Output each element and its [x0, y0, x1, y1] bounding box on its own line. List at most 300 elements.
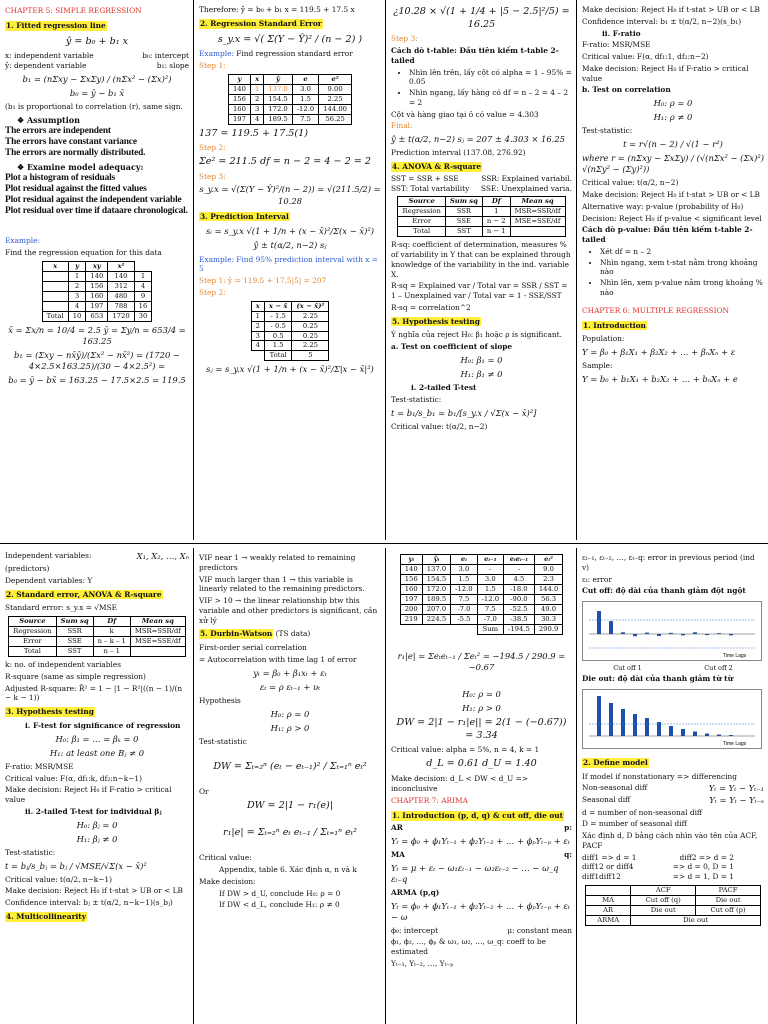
cell: 0.25 — [292, 331, 329, 341]
cell: 144.00 — [319, 104, 352, 114]
cell: MSE=SSE/df — [510, 217, 565, 227]
list-item: • Nhìn ngang, xem t-stat nằm trong khoảng nào — [600, 258, 764, 278]
ftest-title: i. F-test for significance of regression — [25, 720, 181, 730]
lagged-values: Yₜ₋₁, Yₜ₋₂, …, Yₜ₋ₚ — [391, 958, 454, 968]
seasonal-label: Seasonal diff — [582, 794, 631, 804]
cell: 4.5 — [504, 574, 535, 584]
acf-bar — [621, 709, 625, 736]
equation-y: yₜ = β₀ + β₁xₜ + εₜ — [253, 667, 327, 678]
cell: -38.5 — [504, 614, 535, 624]
cell: 1 — [251, 311, 264, 321]
confidence-interval: Confidence interval: bⱼ ± t(α/2, n−k−1)(s_bⱼ) — [5, 898, 173, 908]
fratio-decision: Make decision: Reject H₀ if F-ratio > critical value — [5, 785, 172, 805]
diff-rule: diff12 or diff4 — [582, 862, 634, 872]
table-header: Mean sq — [510, 197, 565, 207]
table-header: x² — [108, 261, 134, 271]
h1-equation: H₁: β₁ ≠ 0 — [460, 368, 503, 379]
cell: 1.5 — [264, 341, 292, 351]
indep-vars: X₁, X₂, …, Xₙ — [136, 551, 189, 561]
table-header: PACF — [696, 886, 761, 896]
cell: 3.0 — [292, 84, 318, 94]
vif-note-3: VIF > 10 → the linear relationship btw this variable and other predictors is significant, cần xử lý — [199, 596, 378, 625]
cell: - 0.5 — [264, 321, 292, 331]
cell: Total — [398, 227, 445, 237]
table-row — [9, 627, 186, 637]
cell: Cut off (p) — [696, 905, 761, 915]
table-row — [400, 594, 563, 604]
cell: 16 — [134, 301, 152, 311]
test-stat-label: Test-statistic — [199, 736, 247, 746]
error-previous: εₜ₋₁, εₜ₋₂, …, εₜ₋q: error in previous period (ind v) — [582, 553, 755, 572]
equation-syx-calc: s_y.x = √(Σ(Y − Ŷ)²/(n − 2)) = √(211.5/2) = 10.28 — [199, 184, 381, 206]
equation-line: ŷ = b₀ + b₁ x — [65, 35, 129, 47]
ttable-list — [401, 68, 572, 108]
dependent-label: Dependent variables: Y — [5, 575, 93, 585]
cell: 653 — [86, 311, 108, 321]
table-row — [42, 301, 152, 311]
example-label: Example: — [199, 49, 234, 59]
table-row — [251, 321, 329, 331]
arma-label: ARMA (p,q) — [391, 887, 440, 897]
cell: Error — [398, 217, 445, 227]
std-error-formula: Standard error: s_y.x = √MSE — [5, 603, 118, 613]
equation-b0-calc: b₀ = ȳ − bx̄ = 163.25 − 17.5×2.5 = 119.5 — [8, 375, 186, 386]
cut-off-1-label: Cut off 1 — [613, 663, 642, 672]
equation-b0: b₀ = ȳ − b₁ x̄ — [69, 87, 125, 98]
cross-value: Cột và hàng giao tại ô có value = 4.303 — [391, 109, 539, 119]
cell: Error — [9, 637, 56, 647]
cell: 1 — [482, 207, 510, 217]
cell: 224.5 — [422, 614, 450, 624]
adequacy-3: Plot residual against the independent variable — [5, 194, 182, 205]
equation-means: x̄ = Σx/n = 10/4 = 2.5 ȳ = Σy/n = 653/4 = 163.25 — [8, 324, 186, 346]
anova-table — [8, 616, 186, 657]
cell: 1 — [134, 271, 152, 281]
h1-equation: H₁: ρ > 0 — [270, 722, 310, 733]
cell: n − 2 — [482, 217, 510, 227]
sst-equation: SST = SSR + SSE — [391, 173, 459, 183]
heading-std-error: 2. Regression Standard Error — [200, 18, 322, 28]
h0-equation: H₀: ρ = 0 — [653, 98, 693, 109]
decision-1: Make decision: Reject H₀ if t-stat > UB or < LB — [582, 5, 760, 14]
critical-value: Critical value: t(α/2, n−2) — [391, 421, 488, 431]
table-header: eᵢ₋₁ — [477, 555, 503, 565]
adequacy-4: Plot residual over time if dataare chronological. — [5, 205, 188, 216]
cutoff-bars — [597, 611, 733, 636]
equation-r1-calc: r₁|e| = Σeₜeₜ₋₁ / Σeₜ² = −194.5 / 290.9 = −0.67 — [397, 650, 566, 672]
fratio-critical: Critical value: F(α, df₁:k, df₂:n−k−1) — [5, 773, 142, 783]
assumption-3: The errors are normally distributed. — [5, 147, 146, 158]
cell: 219 — [400, 614, 422, 624]
list-item: • Nhìn lên trên, lấy cột có alpha = 1 – 95% = 0.05 — [409, 68, 572, 88]
population-label: Population: — [582, 334, 625, 344]
acf-bar — [609, 621, 613, 634]
cell: 137.0 — [422, 564, 450, 574]
cell — [510, 227, 565, 237]
cell: -12.0 — [451, 584, 477, 594]
make-decision-label: Make decision: — [199, 876, 256, 886]
yhat-label: ŷ: dependent variable — [5, 60, 87, 70]
cell: -7.0 — [477, 614, 503, 624]
confidence-interval: Confidence interval: b₁ ± t(α/2, n−2)(s_b₁) — [582, 16, 742, 26]
slope-test-title: a. Test on coefficient of slope — [391, 342, 513, 352]
table-header: y — [68, 261, 86, 271]
prediction-example: Example: Find 95% prediction interval with x = 5 — [199, 254, 378, 274]
cell: 200 — [400, 604, 422, 614]
k-note: k: no. of independent variables — [5, 660, 122, 670]
cell — [130, 647, 185, 657]
h0b-equation: H₀: βⱼ = 0 — [76, 819, 118, 830]
equation-substitution: 137 = 119.5 + 17.5(1) — [199, 127, 309, 139]
table-header: ŷᵢ — [422, 555, 450, 565]
equation-sse: Σe² = 211.5 df = n − 2 = 4 − 2 = 2 — [199, 155, 371, 167]
cell: 0.5 — [264, 331, 292, 341]
heading-introduction: 1. Introduction — [583, 320, 646, 330]
rsq-note: R-square (same as simple regression) — [5, 671, 146, 681]
acf-bar — [681, 729, 685, 736]
h1-equation: H₁: at least one Bⱼ ≠ 0 — [49, 747, 145, 758]
column-standard-error — [193, 0, 385, 540]
cell: 4 — [134, 281, 152, 291]
rsq-correlation: R-sq = correlation^2 — [391, 302, 471, 312]
h0-equation: H₀: β₁ = … = βₖ = 0 — [55, 733, 139, 744]
cell: k — [93, 627, 130, 637]
x-label: x: independent variable — [5, 51, 94, 61]
table-header: e² — [319, 74, 352, 84]
test-stat-label: Test-statistic: — [582, 126, 633, 136]
final-label: Final: — [391, 121, 413, 131]
heading-std-anova: 2. Standard error, ANOVA & R-square — [6, 589, 162, 599]
acf-bar — [597, 611, 601, 634]
cell: MA — [586, 895, 631, 905]
list-item: • Xét df = n – 2 — [600, 247, 764, 257]
diff-rule: => d = 0, D = 1 — [672, 862, 734, 872]
acf-bar — [609, 703, 613, 736]
or-label: Or — [199, 787, 209, 797]
heading-hypothesis: 3. Hypothesis testing — [6, 707, 94, 717]
table-header: y — [228, 74, 250, 84]
cell: 1 — [250, 84, 263, 94]
predictors-label: (predictors) — [5, 564, 50, 574]
adjusted-rsq: Adjusted R-square: R̄² = 1 − |1 − R²|((n − 1)/(n − k − 1)) — [5, 683, 183, 703]
cell: 49.0 — [534, 604, 562, 614]
table-row — [398, 217, 565, 227]
cell: 156 — [400, 574, 422, 584]
equation-si: sᵢ = s_y.x √(1 + 1/n + (x − x̄)²/Σ(x − x̄)²) — [205, 226, 374, 237]
sample-label: Sample: — [582, 361, 613, 371]
cell: AR — [586, 905, 631, 915]
diff-rule: diff2 => d = 2 — [679, 852, 734, 862]
table-header: (x − x̄)² — [292, 301, 329, 311]
cell: 154.5 — [264, 94, 292, 104]
mu-note: μ: constant mean — [507, 925, 572, 935]
cell: 2.25 — [292, 311, 329, 321]
cell: 172.0 — [422, 584, 450, 594]
cell: 56.3 — [534, 594, 562, 604]
cell: 160 — [228, 104, 250, 114]
cell: Regression — [9, 627, 56, 637]
diff-rule: diff1diff12 — [582, 872, 621, 882]
table-header — [586, 886, 631, 896]
cell: 7.5 — [477, 604, 503, 614]
assumption-1: The errors are independent — [5, 126, 111, 137]
nonseasonal-label: Non-seasonal diff — [582, 783, 648, 793]
cell: -90.0 — [504, 594, 535, 604]
h0-equation: H₀: ρ = 0 — [270, 708, 310, 719]
cell: 2.25 — [319, 94, 352, 104]
table-row — [400, 574, 563, 584]
table-row — [586, 905, 761, 915]
equation-dw-calc: DW = 2|1 − r₁|e|| = 2(1 − (−0.67)) = 3.34 — [396, 717, 567, 741]
sse-note: SSE: Unexplained varia. — [480, 183, 572, 193]
table-header: Sum sq — [56, 617, 93, 627]
cell: 7.5 — [292, 114, 318, 124]
table-header: eᵢ² — [534, 555, 562, 565]
correlation-test-title: b. Test on correlation — [582, 85, 671, 95]
table-header: Sum sq — [445, 197, 482, 207]
cell: 1720 — [108, 311, 134, 321]
table-header: xy — [86, 261, 108, 271]
table-header: eᵢ — [451, 555, 477, 565]
table-header: Df — [93, 617, 130, 627]
column-anova — [385, 0, 576, 540]
fratio-formula: F-ratio: MSR/MSE — [582, 40, 651, 50]
column-correlation-test — [576, 0, 768, 540]
cell: 197 — [228, 114, 250, 124]
equation-interval: ŷ ± t(α/2, n−2) sⱼ — [253, 240, 327, 251]
step-2-label: Step 2: — [199, 143, 226, 153]
cell: 9 — [134, 291, 152, 301]
ttest-title: i. 2-tailed T-test — [411, 383, 477, 393]
heading-multicollinearity: 4. Multicollinearity — [6, 911, 86, 921]
acf-bar — [705, 734, 709, 737]
rsq-formula: R-sq = Explained var / Total var = SSR / SST = 1 – Unexplained var / Total var = 1 - SSE/SST — [391, 281, 568, 301]
cut-off-2-label: Cut off 2 — [704, 663, 733, 672]
cell: 4 — [250, 114, 263, 124]
cell: 2 — [250, 94, 263, 104]
cell: 3 — [251, 331, 264, 341]
equation-arma: Yₜ = ϕ₀ + ϕ₁Yₜ₋₁ + ϕ₂Yₜ₋₂ + … + ϕₚYₜ₋ₚ + εₜ − ω — [391, 900, 570, 922]
cell: 137.0 — [264, 84, 292, 94]
ma-label: MA — [391, 849, 405, 859]
nonstationary-note: If model if nonstationary => differencing — [582, 771, 737, 781]
cell: Regression — [398, 207, 445, 217]
column-simple-regression — [0, 0, 193, 540]
equation-syx: s_y.x = √( Σ(Y − Ŷ)² / (n − 2) ) — [217, 33, 363, 45]
table-row — [400, 614, 563, 624]
table-header: x — [250, 74, 263, 84]
table-header: ŷ — [264, 74, 292, 84]
table-row — [400, 564, 563, 574]
table-row — [42, 281, 152, 291]
cell: 9.00 — [319, 84, 352, 94]
table-header: x — [251, 301, 264, 311]
cell: SSE — [445, 217, 482, 227]
phi0-note: ϕ₀: intercept — [391, 925, 439, 935]
table-header: Mean sq — [130, 617, 185, 627]
critical-value-label: Critical value: alpha = 5%, n = 4, k = 1 — [391, 745, 540, 755]
d-seasonal-note: D = number of seasonal diff — [582, 819, 687, 829]
cell: n – k – 1 — [93, 637, 130, 647]
decision-rule-2: If DW < d_L, conclude H₁: ρ ≠ 0 — [219, 900, 340, 910]
table-header: x − x̄ — [264, 301, 292, 311]
acf-bar — [633, 714, 637, 736]
table-header: yᵢ — [400, 555, 422, 565]
pvalue-title: Cách dò p-value: Đầu tiên kiếm t-table 2-tailed — [582, 225, 753, 245]
cutoff-title: Cut off: độ dài của thanh giảm đột ngột — [582, 586, 746, 596]
table-header: eᵢeᵢ₋₁ — [504, 555, 535, 565]
cell: 9.0 — [534, 564, 562, 574]
equation-critical: d_L = 0.61 d_U = 1.40 — [426, 758, 537, 770]
cell: 154.5 — [422, 574, 450, 584]
cell: -52.5 — [504, 604, 535, 614]
assumption-title: ❖ Assumption — [17, 114, 80, 125]
b1-label: b₁: slope — [156, 60, 189, 70]
cell: 1.5 — [477, 584, 503, 594]
equation-final: ŷ ± t(α/2, n−2) sⱼ = 207 ± 4.303 × 16.25 — [391, 134, 565, 145]
cell: 2.25 — [292, 341, 329, 351]
first-order-label: First-order serial correlation — [199, 643, 307, 653]
table-row — [251, 331, 329, 341]
equation-r1: r₁|e| = Σₜ₌₂ⁿ eₜ eₜ₋₁ / Σₜ₌₁ⁿ eₜ² — [223, 826, 357, 838]
table-row — [586, 895, 761, 905]
adequacy-1: Plot a histogram of residuals — [5, 173, 116, 184]
hypothesis-note: Ý nghĩa của reject H₀: β₁ hoặc ρ is significant. — [391, 330, 562, 340]
acf-bar — [597, 696, 601, 736]
step-3-label: Step 3: — [199, 171, 226, 181]
cell: 1.5 — [292, 94, 318, 104]
step-2b-label: Step 2: — [199, 287, 226, 297]
cell: 189.5 — [264, 114, 292, 124]
dieout-title: Die out: độ dài của thanh giảm từ từ — [582, 674, 733, 684]
example-label: Example: — [5, 236, 40, 246]
h0-equation: H₀: β₁ = 0 — [460, 354, 503, 365]
table-row — [398, 227, 565, 237]
equation-top: ¿10.28 × √(1 + 1/4 + |5 − 2.5|²/5) = 16.25 — [393, 6, 570, 30]
cell: Die out — [631, 915, 761, 925]
equation-sj: sⱼ = s_y.x √(1 + 1/n + (x − x̄)²/Σ|x − x̄|²) — [206, 364, 374, 375]
coefficients-note: ϕ₁, ϕ₂, …, ϕₚ & ω₁, ω₂, …, ω_q: coeff to be estimated — [391, 937, 546, 957]
step-1b-label: Step 1: ŷ = 119.5 + 17.5|5| = 207 — [199, 276, 327, 286]
acf-bar — [633, 634, 637, 636]
table-header: e — [292, 74, 318, 84]
ssr-note: SSR: Explained variabil. — [481, 173, 572, 183]
cell: 140 — [228, 84, 250, 94]
list-item: • Nhìn ngang, lấy hàng có df = n – 2 = 4 – 2 = 2 — [409, 88, 572, 108]
example-text: Find regression standard error — [236, 49, 353, 59]
critical-value: Critical value: t(α/2, n−2) — [582, 178, 679, 188]
cell: Total — [42, 311, 68, 321]
column-arima — [385, 548, 576, 1024]
cell: 140 — [108, 271, 134, 281]
chapter-7-title: CHAPTER 7: ARIMA — [391, 796, 468, 806]
decision-rule-1: If DW > d_U, conclude H₀: ρ = 0 — [219, 888, 341, 898]
cell: n – 1 — [93, 647, 130, 657]
cell: 480 — [108, 291, 134, 301]
decision-2: Make decision: Reject H₀ if t-stat > UB or < LB — [582, 190, 760, 200]
cell: 140 — [400, 564, 422, 574]
cell: 1.5 — [451, 574, 477, 584]
equation-t: t = r√(n − 2) / √(1 − r²) — [623, 139, 723, 150]
cell: 5 — [292, 351, 329, 361]
heading-define-model: 2. Define model — [583, 757, 648, 767]
table-total-row — [251, 351, 329, 361]
cell: 30 — [134, 311, 152, 321]
cell: Cut off (q) — [631, 895, 696, 905]
cell: 144.0 — [534, 584, 562, 594]
cell: - 1.5 — [264, 311, 292, 321]
cell: 197 — [400, 594, 422, 604]
table-header: ACF — [631, 886, 696, 896]
b0-label: b₀: intercept — [142, 51, 189, 61]
pvalue-decision: Decision: Reject H₀ if p-value < significant level — [582, 213, 762, 223]
table-row — [9, 647, 186, 657]
table-row — [228, 104, 351, 114]
h1-equation: H₁: ρ ≠ 0 — [653, 112, 693, 123]
cell: MSR=SSR/df — [130, 627, 185, 637]
table-header: Source — [9, 617, 56, 627]
equation-dw: DW = Σₜ₌₂ⁿ (eₜ − eₜ₋₁)² / Σₜ₌₁ⁿ eₜ² — [213, 760, 367, 772]
table-sum-row — [400, 624, 563, 634]
chapter-5-title: CHAPTER 5: SIMPLE REGRESSION — [5, 6, 142, 15]
fratio-formula: F-ratio: MSR/MSE — [5, 761, 74, 771]
table-row — [9, 637, 186, 647]
cell: 156 — [228, 94, 250, 104]
interval-result: Prediction interval (137.08, 276.92) — [391, 148, 526, 158]
column-define-model — [576, 548, 768, 1024]
critical-value-label: Critical value: — [199, 853, 252, 863]
test-stat-label: Test-statistic: — [5, 847, 56, 857]
h1b-equation: H₁: βⱼ ≠ 0 — [76, 833, 118, 844]
cell: 1 — [68, 271, 86, 281]
assumption-2: The errors have constant variance — [5, 137, 137, 148]
dw-table — [400, 554, 564, 635]
cell: 3 — [250, 104, 263, 114]
cell: -12.0 — [477, 594, 503, 604]
cell: 2 — [68, 281, 86, 291]
cell: 10 — [68, 311, 86, 321]
chapter-6-title: CHAPTER 6: MULTIPLE REGRESSION — [582, 305, 730, 315]
table-row — [251, 311, 329, 321]
heading-anova: 4. ANOVA & R-square — [392, 162, 482, 172]
cell: Total — [264, 351, 292, 361]
vif-note-2: VIF much larger than 1 → this variable is linearly related to the remaining predictors. — [199, 574, 365, 594]
example-text: Find the regression equation for this data — [5, 248, 162, 258]
table-row — [400, 604, 563, 614]
heading-durbin-watson: 5. Durbin-Watson — [200, 629, 273, 639]
step-3-label: Step 3: — [391, 34, 418, 44]
equation-seasonal: Yₜ = Yₜ − Yₜ₋ₛ — [709, 794, 764, 805]
cell: MSR=SSR/df — [510, 207, 565, 217]
cell: 788 — [108, 301, 134, 311]
cell: 3.0 — [451, 564, 477, 574]
test-stat-label: Test-statistic: — [391, 394, 442, 404]
equation-nonseasonal: Yₜ = Yₜ − Yₜ₋₁ — [708, 783, 764, 794]
h0-equation: H₀: ρ = 0 — [462, 688, 501, 699]
cell: MSE=SSE/df — [130, 637, 185, 647]
vif-note-1: VIF near 1 → weakly related to remaining predictors — [199, 553, 356, 572]
equation-ma: Yₜ = μ + εₜ − ω₁εₜ₋₁ − ω₂εₜ₋₂ − … − ω_q εₜ₋q — [391, 862, 559, 884]
cell: 160 — [86, 291, 108, 301]
alternative-way: Alternative way: p-value (probability of H₀) — [582, 201, 744, 211]
table-total-row — [42, 311, 152, 321]
dw-ts-note: (TS data) — [275, 629, 311, 639]
column-durbin-watson — [193, 548, 385, 1024]
cell: 3 — [68, 291, 86, 301]
table-row — [42, 291, 152, 301]
adequacy-title: ❖ Examine model adequacy: — [17, 161, 144, 172]
heading-arima-intro: 1. Introduction (p, d, q) & cut off, die out — [392, 811, 564, 821]
